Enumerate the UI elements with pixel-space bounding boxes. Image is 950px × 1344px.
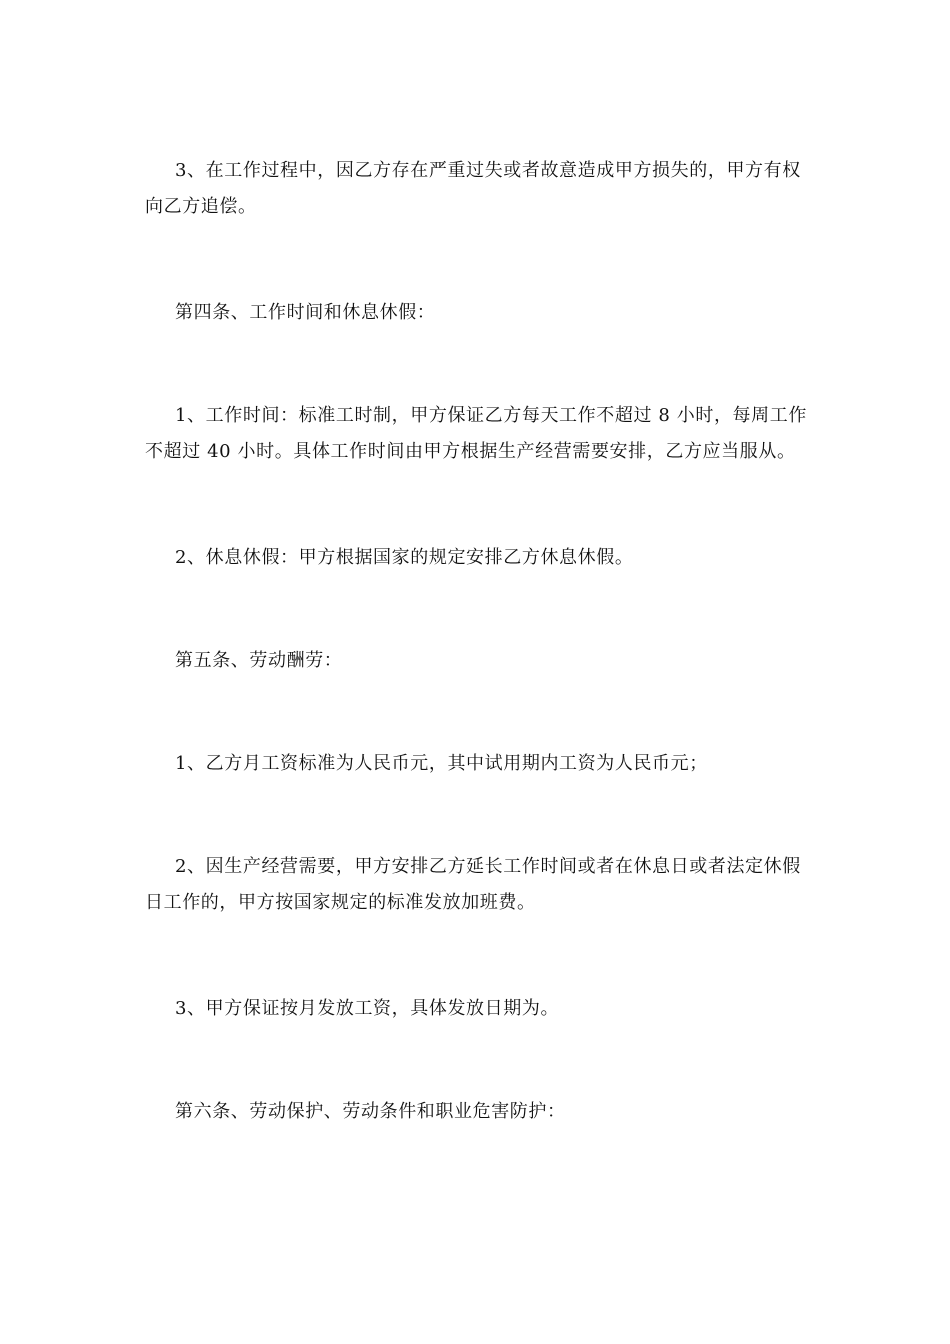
article-4-heading: 第四条、工作时间和休息休假： <box>175 302 436 323</box>
clause-2-rest-leave: 2、休息休假：甲方根据国家的规定安排乙方休息休假。 <box>175 547 634 568</box>
clause-3-pay-date: 3、甲方保证按月发放工资，具体发放日期为。 <box>175 998 560 1019</box>
clause-1-monthly-wage: 1、乙方月工资标准为人民币元，其中试用期内工资为人民币元； <box>175 753 708 774</box>
clause-1-working-hours: 1、工作时间：标准工时制，甲方保证乙方每天工作不超过 8 小时，每周工作不超过 40 小时。具体工作时间由甲方根据生产经营需要安排，乙方应当服从。 <box>145 405 807 462</box>
article-6-heading: 第六条、劳动保护、劳动条件和职业危害防护： <box>175 1101 566 1122</box>
article-5-heading: 第五条、劳动酬劳： <box>175 650 343 671</box>
clause-2-overtime-pay: 2、因生产经营需要，甲方安排乙方延长工作时间或者在休息日或者法定休假日工作的，甲方按国家规定的标准发放加班费。 <box>145 856 801 913</box>
clause-3-compensation: 3、在工作过程中，因乙方存在严重过失或者故意造成甲方损失的，甲方有权向乙方追偿。 <box>145 160 801 217</box>
